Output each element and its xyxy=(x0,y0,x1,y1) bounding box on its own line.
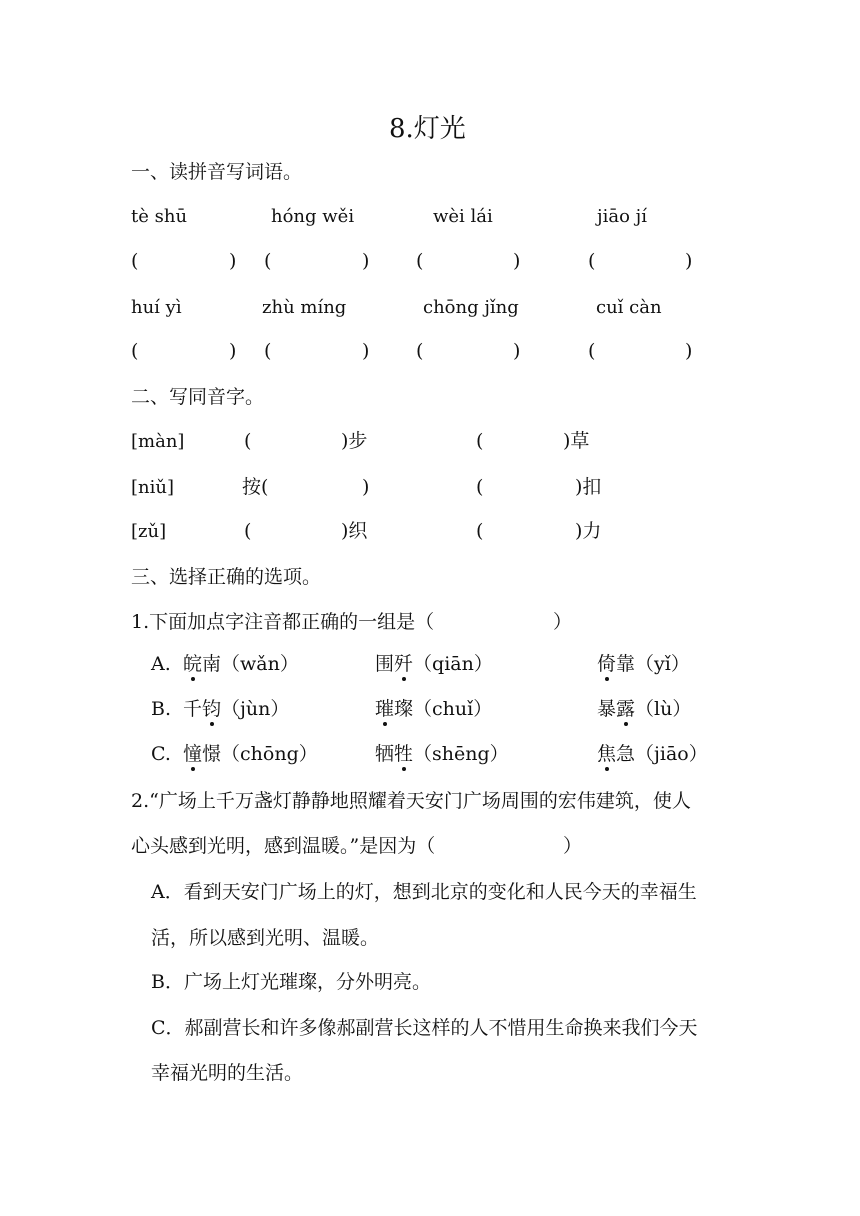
dotted-char: 歼 xyxy=(394,653,414,675)
option-label: B. xyxy=(151,698,172,720)
option-item: 牺牲（shēng） xyxy=(375,743,509,765)
dotted-char: 皖 xyxy=(183,653,203,675)
answer-blank-close: ) xyxy=(513,250,521,272)
answer-blank-open[interactable]: ( xyxy=(588,340,596,362)
option-item: 璀璨（chuǐ） xyxy=(375,698,493,720)
option-item: 皖南（wǎn） xyxy=(183,653,299,675)
option-b[interactable] xyxy=(151,700,171,719)
answer-blank-close: ) xyxy=(229,250,237,272)
answer-blank-close: ) xyxy=(362,340,370,362)
answer-blank-close: ） xyxy=(553,611,573,633)
pinyin-word: chōng jǐng xyxy=(423,297,519,318)
pinyin-word: wèi lái xyxy=(433,206,493,227)
pinyin-word: zhù míng xyxy=(262,297,347,318)
option-item: 倚靠（yǐ） xyxy=(597,653,690,675)
pinyin-word: hóng wěi xyxy=(271,206,355,227)
answer-blank-open[interactable]: ( xyxy=(131,340,139,362)
answer-blank-close: )力 xyxy=(575,520,602,542)
option-label: C. xyxy=(151,743,171,765)
pinyin-word: cuǐ càn xyxy=(596,297,662,318)
option-a[interactable] xyxy=(151,655,171,674)
option-item: 憧憬（chōng） xyxy=(183,743,318,765)
sound-label: [zǔ] xyxy=(131,521,167,542)
option-item: 暴露（lù） xyxy=(597,698,692,720)
option-c-line-1[interactable]: C．郝副营长和许多像郝副营长这样的人不惜用生命换来我们今天 xyxy=(151,1017,698,1039)
answer-blank-close: )草 xyxy=(563,430,590,452)
option-item: 焦急（jiāo） xyxy=(597,743,708,765)
sound-label: [niǔ] xyxy=(131,477,174,498)
pinyin-word: jiāo jí xyxy=(597,206,647,227)
answer-blank-close: )步 xyxy=(341,430,368,452)
answer-blank-close: ） xyxy=(563,835,583,857)
answer-blank-close: ) xyxy=(685,250,693,272)
question-2-stem-line-2: 心头感到光明，感到温暖。”是因为（ xyxy=(131,835,436,857)
sound-label: [màn] xyxy=(131,431,185,452)
option-a-line-2: 活，所以感到光明、温暖。 xyxy=(151,927,380,949)
answer-blank-close: ) xyxy=(513,340,521,362)
answer-blank-open[interactable]: ( xyxy=(131,250,139,272)
pinyin-word: tè shū xyxy=(131,206,188,227)
dotted-char: 钧 xyxy=(202,698,222,720)
dotted-char: 露 xyxy=(616,698,636,720)
answer-blank-open[interactable]: ( xyxy=(416,250,424,272)
pinyin-word: huí yì xyxy=(131,297,182,318)
answer-blank-close: )扣 xyxy=(575,476,602,498)
dotted-char: 牲 xyxy=(394,743,414,765)
question-1-stem: 1.下面加点字注音都正确的一组是（ xyxy=(131,611,435,633)
section-1-heading: 一、读拼音写词语。 xyxy=(131,161,303,183)
option-item: 千钧（jùn） xyxy=(183,698,290,720)
option-a-line-1[interactable]: A．看到天安门广场上的灯，想到北京的变化和人民今天的幸福生 xyxy=(151,881,697,903)
answer-blank-open[interactable]: 按( xyxy=(242,476,269,498)
answer-blank-close: )织 xyxy=(341,520,368,542)
option-label: A. xyxy=(151,653,171,675)
answer-blank-close: ) xyxy=(362,476,370,498)
answer-blank-open[interactable]: ( xyxy=(264,340,272,362)
answer-blank-open[interactable]: ( xyxy=(588,250,596,272)
answer-blank-open[interactable]: ( xyxy=(476,520,484,542)
answer-blank-open[interactable]: ( xyxy=(416,340,424,362)
option-c-line-2: 幸福光明的生活。 xyxy=(151,1062,304,1084)
answer-blank-open[interactable]: ( xyxy=(476,476,484,498)
answer-blank-open[interactable]: ( xyxy=(476,430,484,452)
answer-blank-close: ) xyxy=(362,250,370,272)
option-c[interactable] xyxy=(151,745,171,764)
answer-blank-open[interactable]: ( xyxy=(244,520,252,542)
dotted-char: 憧 xyxy=(183,743,203,765)
answer-blank-close: ) xyxy=(229,340,237,362)
dotted-char: 璀 xyxy=(375,698,395,720)
option-b-line-1[interactable]: B．广场上灯光璀璨，分外明亮。 xyxy=(151,971,431,993)
dotted-char: 焦 xyxy=(597,743,617,765)
option-item: 围歼（qiān） xyxy=(375,653,493,675)
question-2-stem-line-1: 2.“广场上千万盏灯静静地照耀着天安门广场周围的宏伟建筑，使人 xyxy=(131,790,691,812)
answer-blank-open[interactable]: ( xyxy=(264,250,272,272)
section-2-heading: 二、写同音字。 xyxy=(131,386,265,408)
section-3-heading: 三、选择正确的选项。 xyxy=(131,566,322,588)
page-title: 8.灯光 xyxy=(389,114,466,144)
answer-blank-open[interactable]: ( xyxy=(244,430,252,452)
dotted-char: 倚 xyxy=(597,653,617,675)
answer-blank-close: ) xyxy=(685,340,693,362)
